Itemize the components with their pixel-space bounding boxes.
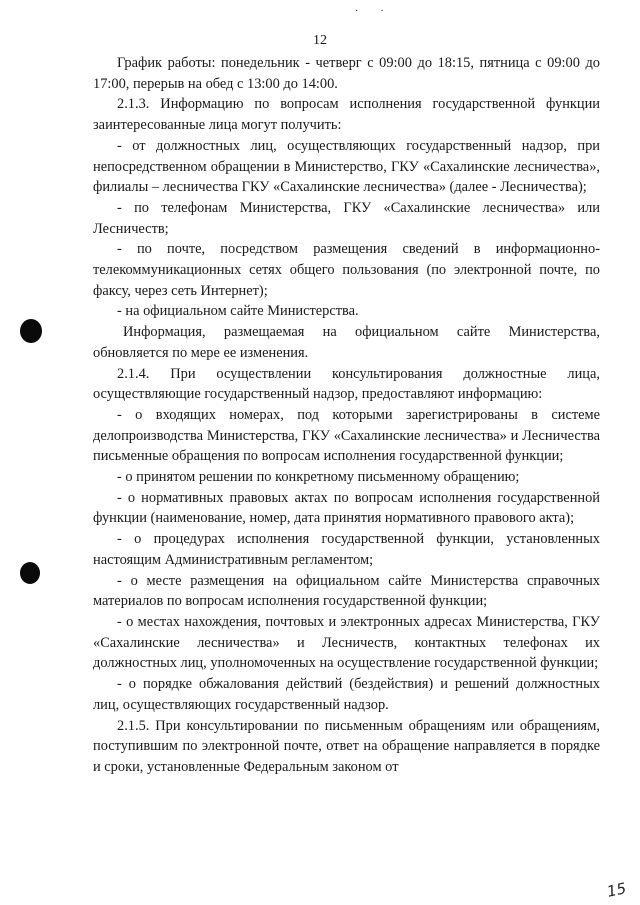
handwritten-sheet-number: 15 bbox=[605, 879, 628, 901]
paragraph-2-1-4: 2.1.4. При осуществлении консультирования должностные лица, осуществляющие государственный надзор, предоставляют информацию: bbox=[93, 365, 600, 403]
list-item-mail: - по почте, посредством размещения сведений в информационно-телекоммуникационных сетях общего пользования (по электронной почте, по факсу, через сеть Интернет); bbox=[93, 241, 600, 299]
list-item-procedures: - о процедурах исполнения государственной функции, установленных настоящим Административным регламентом; bbox=[93, 531, 600, 568]
list-item-appeal: - о порядке обжалования действий (бездействия) и решений должностных лиц, осуществляющих государственный надзор. bbox=[93, 676, 600, 713]
list-item-incoming-numbers: - о входящих номерах, под которыми зарегистрированы в системе делопроизводства Министерства, ГКУ «Сахалинские лесничества» и Лесничества письменные обращения по вопросам исполнения государственной функции; bbox=[93, 406, 600, 465]
paragraph-website-info: Информация, размещаемая на официальном сайте Министерства, обновляется по мере ее изменения. bbox=[93, 324, 600, 361]
scan-specks: ·· bbox=[355, 6, 406, 17]
list-item-phones: - по телефонам Министерства, ГКУ «Сахалинские лесничества» или Лесничеств; bbox=[93, 199, 600, 237]
paragraph-work-schedule: График работы: понедельник - четверг с 09:00 до 18:15, пятница с 09:00 до 17:00, перерыв на обед с 13:00 до 14:00. bbox=[93, 55, 600, 92]
paragraph-2-1-5: 2.1.5. При консультировании по письменным обращениям или обращениям, поступившим по электронной почте, ответ на обращение направляется в порядке и сроки, установленные Федеральным законом от bbox=[93, 717, 600, 775]
paragraph-2-1-3: 2.1.3. Информацию по вопросам исполнения государственной функции заинтересованные лица могут получить: bbox=[93, 96, 600, 134]
list-item-locations: - о местах нахождения, почтовых и электронных адресах Министерства, ГКУ «Сахалинские лесничества» и Лесничеств, контактных телефонах их должностных лиц, уполномоченных на осуществление государственной функции; bbox=[93, 613, 600, 672]
punch-hole bbox=[20, 562, 40, 584]
document-body bbox=[93, 53, 600, 778]
list-item-legal-acts: - о нормативных правовых актах по вопросам исполнения государственной функции (наименование, номер, дата принятия нормативного правового акта); bbox=[93, 489, 600, 527]
page-number: 12 bbox=[313, 33, 327, 48]
list-item-reference-materials: - о месте размещения на официальном сайте Министерства справочных материалов по вопросам исполнения государственной функции; bbox=[93, 572, 600, 610]
punch-hole bbox=[20, 319, 42, 343]
list-item-decision: - о принятом решении по конкретному письменному обращению; bbox=[117, 469, 520, 486]
list-item-officials: - от должностных лиц, осуществляющих государственный надзор, при непосредственном обращении в Министерство, ГКУ «Сахалинские лесничества», филиалы – лесничества ГКУ «Сахалинские лесничества» (далее - Лесничества); bbox=[93, 137, 600, 196]
list-item-website: - на официальном сайте Министерства. bbox=[117, 303, 359, 320]
